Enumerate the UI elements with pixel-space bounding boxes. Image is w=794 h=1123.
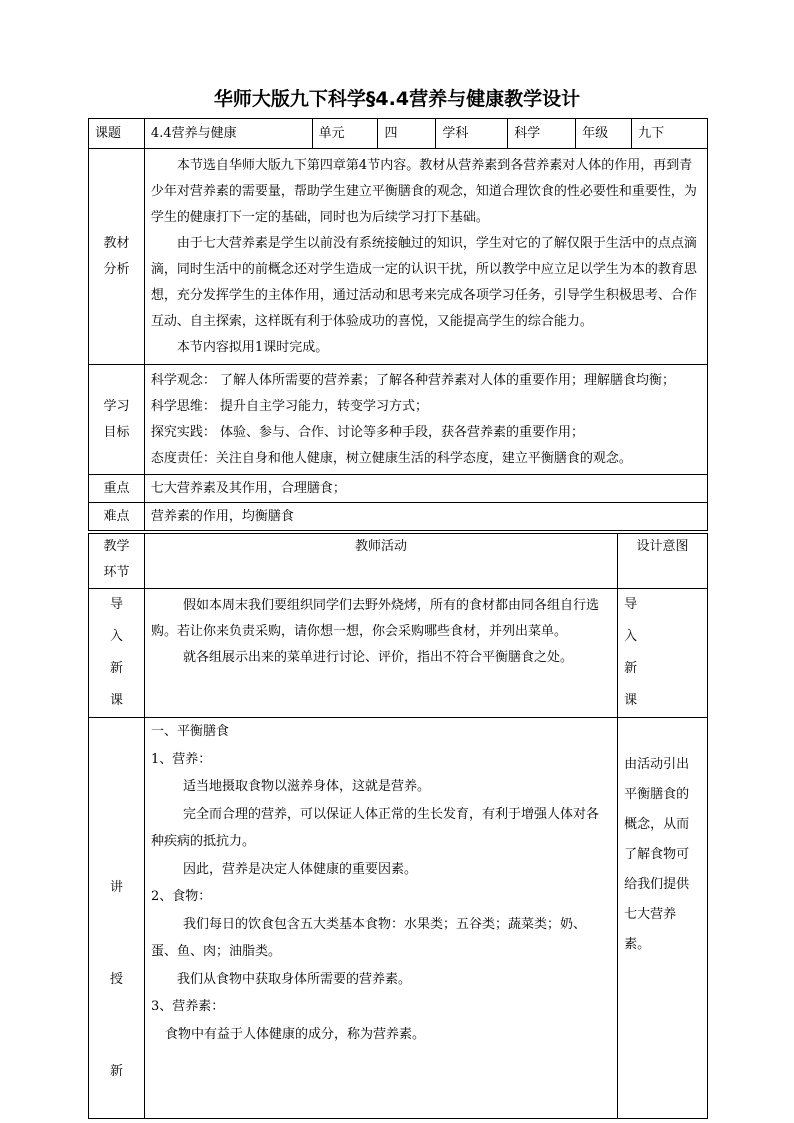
- teach-line: 2、食物：: [150, 889, 212, 904]
- teach-line: 因此，营养是决定人体健康的重要因素。: [182, 861, 417, 877]
- teach-line: 我们每日的饮食包含五大类基本食物：水果类；五谷类；蔬菜类；奶、蛋、鱼、肉；油脂类。: [150, 916, 586, 959]
- course-value: 4.4营养与健康: [144, 119, 312, 149]
- analysis-paragraph: 由于七大营养素是学生以前没有系统接触过的知识，学生对它的了解仅限于生活中的点点滴滴，同时生活中的前概念还对学生造成一定的认识干扰，所以教学中应立足以学生为本的教育思想，充分发挥学生的主体作用，通过活动和思考来完成各项学习任务，引导学生积极思考、合作互动、自主探索，这样既有利于体验成功的喜悦，又能提高学生的综合能力。: [150, 235, 697, 329]
- goal-item: 科学思维： 提升自主学习能力，转变学习方式；: [150, 398, 429, 414]
- difficult-point-value: 营养素的作用，均衡膳食: [144, 503, 707, 531]
- process-table: [88, 533, 708, 1119]
- goal-item: 探究实践： 体验、参与、合作、讨论等多种手段，获各营养素的重要作用；: [150, 424, 585, 440]
- page-title: 华师大版九下科学§4.4营养与健康教学设计: [213, 88, 581, 110]
- intro-intent: 导 入 新 课: [618, 589, 708, 718]
- key-point-value: 七大营养素及其作用，合理膳食；: [144, 475, 707, 503]
- subject-label: 学科: [436, 119, 508, 149]
- stage-header: 教学 环节: [89, 534, 145, 589]
- intro-paragraph: 假如本周末我们要组织同学们去野外烧烤，所有的食材都由同各组自行选购。若让你来负责采购，请你想一想，你会采购哪些食材，并列出菜单。: [150, 598, 599, 639]
- grade-label: 年级: [576, 119, 632, 149]
- stage-intro: 导 入 新 课: [89, 589, 145, 718]
- teach-line: 1、营养：: [150, 751, 212, 767]
- goal-item: 态度责任：关注自身和他人健康，树立健康生活的科学态度，建立平衡膳食的观念。: [150, 450, 632, 466]
- teach-line: 食物中有益于人体健康的成分，称为营养素。: [164, 1026, 425, 1042]
- teach-line: 完全而合理的营养，可以保证人体正常的生长发育，有利于增强人体对各种疾病的抵抗力。: [150, 806, 599, 849]
- key-point-label: 重点: [89, 475, 145, 503]
- analysis-paragraph: 本节内容拟用1课时完成。: [176, 339, 329, 355]
- goal-item: 科学观念： 了解人体所需要的营养素；了解各种营养素对人体的重要作用；理解膳食均衡；: [150, 372, 676, 388]
- subject-value: 科学: [508, 119, 576, 149]
- goals-label: 学习 目标: [89, 365, 145, 475]
- analysis-label: 教材 分析: [89, 149, 145, 365]
- teach-line: 3、营养素：: [150, 999, 225, 1014]
- teach-intent: 由活动引出平衡膳食的概念，从而了解食物可给我们提供七大营养素。: [618, 718, 708, 1119]
- analysis-content: [144, 149, 707, 365]
- teach-line: 一、平衡膳食: [150, 724, 229, 739]
- teach-activity: [144, 718, 617, 1119]
- teach-line: 适当地摄取食物以滋养身体，这就是营养。: [182, 779, 430, 794]
- unit-value: 四: [378, 119, 436, 149]
- teacher-activity-header: 教师活动: [144, 534, 617, 589]
- analysis-paragraph: 本节选自华师大版九下第四章第4节内容。教材从营养素到各营养素对人体的作用，再到青少年对营养素的需要量，帮助学生建立平衡膳食的观念，知道合理饮食的性必要性和重要性，为学生的健康打下一定的基础，同时也为后续学习打下基础。: [150, 157, 697, 225]
- stage-teach: 讲 授 新: [89, 718, 145, 1119]
- grade-value: 九下: [632, 119, 708, 149]
- intro-activity: [144, 589, 617, 718]
- course-label: 课题: [89, 119, 145, 149]
- goals-content: [144, 365, 707, 475]
- difficult-point-label: 难点: [89, 503, 145, 531]
- design-intent-header: 设计意图: [618, 534, 708, 589]
- teach-line: 我们从食物中获取身体所需要的营养素。: [176, 971, 411, 987]
- unit-label: 单元: [312, 119, 378, 149]
- info-table: [88, 118, 708, 531]
- intro-paragraph: 就各组展示出来的菜单进行讨论、评价，指出不符合平衡膳食之处。: [182, 650, 573, 665]
